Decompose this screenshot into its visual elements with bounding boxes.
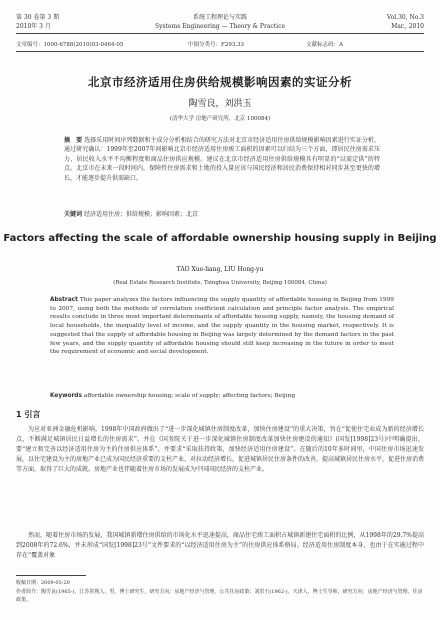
journal-name-cn: 系统工程理论与实践: [192, 14, 247, 21]
authors-english: TAO Xue-liang, LIU Hong-yu: [176, 266, 264, 273]
volume-issue: 第 30 卷第 3 期: [16, 14, 60, 21]
keywords-label-en: Keywords: [50, 393, 82, 399]
abstract-chinese: [64, 136, 380, 183]
issue-date-cn: 2010年 3 月: [16, 23, 51, 30]
abstract-text-en: This paper analyzes the factors influencing the supply quantity of affordable housing in Beijing from 1999 to 2007, using both the methods of correlation coefficient calculation and principle factor analysis. The empirical results conclude in three most important determinants of affordable housing supply, namely, the housing demand of local households, the inequality level of income, and the supply quantity in the housing market, respectively. It is suggested that the supply of affordable housing in Beijing was largely determined by the demand factors in the past few years, and the supply quantity of affordable housing should still keep increasing in the future in order to meet the requirement of economic and social development.: [50, 297, 394, 356]
document-code: 文献标志码：A: [306, 42, 343, 48]
body-paragraph-1: 为应对亚洲金融危机影响，1998年中国政府做出了“进一步深化城镇住房制度改革，加快住房建设”的重大决策，旨在“促使住宅业成为新的经济增长点，不断满足城镇居民日益增长的住房需求”。并在《国务院关于进一步深化城镇住房制度改革加快住房建设的通知》(国发[1998]23号)中明确提出，要“建立和完善以经济适用住房为主的住房供应体系”，并要求“采取扶持政策，加快经济适用住房建设”。在随后的10年多时间里，中国住房市场迅速发展，以住宅建设为主的房地产业已成为国民经济重要的支柱产业，对拉动经济增长，促进城镇居民住房条件的改善，提高城镇居民住房水平，促进住房消费等方面，取得了巨大的成就。房地产业也伴随着住房市场的发展成为中国国民经济的支柱产业。: [16, 426, 425, 473]
keywords-label-cn: 关键词: [64, 211, 83, 218]
journal-name-en: Systems Engineering — Theory & Practice: [154, 23, 286, 30]
abstract-english: [50, 296, 394, 357]
clc-number: 中图分类号：F293.33: [188, 42, 245, 48]
affiliation-english: (Real Estate Research Institute, Tsinghua University, Beijing 100084, China): [113, 280, 327, 286]
meta-rule: [16, 51, 424, 52]
section-heading: 1 引言: [16, 410, 41, 419]
abstract-text-cn: 选择采用时间序列数据和主成分分析相结合的研究方法对北京市经济适用住房供给规模影响因素进行实证分析，通过研究确认：1999年至2007年间影响北京市经济适用住房竣工面积的因素可以归结为三个方面，即居民住房需求压力，居民收入水平不均衡程度和商品住房供应规模。建议在北京市经济适用住房供给规模具有明显的“以需定供”的特点。北京市在未来一段时间内，保障性住房需求和土地的投入量应该与国民经济和居民消费保持相对同步甚至更快的增长，才能逐步提升供需缺口。: [64, 137, 380, 182]
keywords-chinese: [64, 209, 380, 218]
footnote-received: 收稿日期：2009-05-20: [16, 580, 70, 586]
article-number: 文章编号：1000-6788(2010)03-0464-05: [16, 42, 124, 48]
title-english: Factors affecting the scale of affordable ownership housing supply in Beijing: [3, 233, 437, 244]
title-chinese: 北京市经济适用住房供给规模影响因素的实证分析: [88, 75, 352, 89]
abstract-label-cn: 摘 要: [64, 137, 83, 144]
authors-chinese: 陶雪良，刘洪玉: [188, 99, 252, 109]
keywords-text-en: affordable ownership housing; scale of supply; affecting factors; Beijing: [83, 393, 296, 399]
keywords-text-cn: 经济适用住房；供给规模；影响因素；北京: [83, 211, 198, 218]
issue-date-en: Mar., 2010: [391, 23, 424, 30]
footnote-rule: [16, 575, 86, 576]
affiliation-chinese: (清华大学 房地产研究所，北京 100084): [169, 116, 271, 122]
body-paragraph-2: 然而，随着住房市场的发展，我国城镇新增住房供给的市场化水平迅速提高，商品住宅竣工面积占城镇新建住宅面积的比例，从1998年的29.7%提高到2008年的72.6%，并未形成“国发[1998]23号”文件要求的“以经济适用住房为主”的住房供应体系格局。经济适用住房制度本身，也由于在实施过程中存在“覆盖对象: [16, 532, 424, 559]
keywords-english: [50, 393, 394, 399]
footnote-author-info: 作者简介：陶雪良(1965-)，江苏常熟人，男，博士研究生，研究方向：房地产经济与管理，公共住房政策；刘洪玉(1962-)，天津人，博士生导师，研究方向：房地产经济与管理，住房政策。: [16, 589, 423, 603]
volume-issue-en: Vol.30, No.3: [386, 14, 424, 21]
header-rule: [16, 33, 424, 34]
abstract-label-en: Abstract: [50, 297, 78, 303]
